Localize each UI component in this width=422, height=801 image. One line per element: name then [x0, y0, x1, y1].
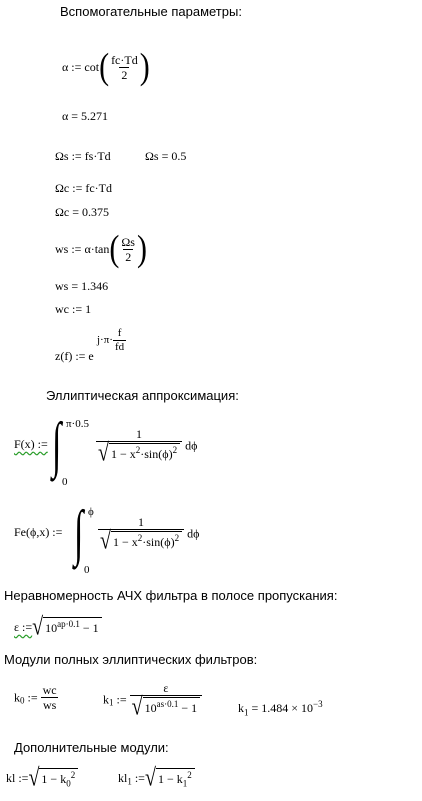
kl-sup: 2: [70, 770, 76, 780]
kl1-sup: 2: [187, 770, 192, 780]
kl1-lhs: kl: [118, 771, 128, 786]
k0-lhs: k: [14, 690, 20, 705]
eq-eps-def[interactable]: [14, 613, 102, 641]
k1-val-sub: 1: [244, 707, 249, 718]
eq-kl-def[interactable]: [6, 764, 78, 792]
sqrt-sign: √ $1 - k_0^2$: [28, 768, 78, 788]
ws-def-fraction: [119, 236, 137, 263]
k1-num: ε: [163, 681, 169, 695]
k1-val: = 1.484 × 10: [251, 701, 314, 715]
kl1-body: 1 − k: [157, 772, 183, 786]
k0-assign: :=: [27, 690, 38, 705]
heading-aux-params: Вспомогательные параметры:: [60, 4, 242, 19]
eq-kl1-def[interactable]: [118, 764, 195, 792]
Fe-den-a: 1 − x: [112, 535, 138, 549]
ws-def-num: Ωs: [121, 234, 135, 249]
kl1-assign: :=: [134, 771, 145, 786]
eq-ws-def[interactable]: [55, 227, 147, 269]
k1-exp: as·0.1: [156, 699, 179, 709]
F-den-b: ·sin(ϕ): [140, 447, 173, 461]
eq-k1-def[interactable]: [103, 681, 202, 721]
eq-alpha-def[interactable]: [62, 45, 150, 87]
heading-ripple: Неравномерность АЧХ фильтра в полосе пропускания:: [4, 588, 338, 603]
F-den-a: 1 − x: [110, 447, 136, 461]
sqrt-sign: √ $1 - x^2\cdot\sin(\phi)^2$: [98, 443, 180, 463]
Fe-den-sup1: 2: [137, 533, 143, 543]
kl-body: 1 − k: [41, 772, 67, 786]
heading-extra-moduli: Дополнительные модули:: [14, 740, 169, 755]
kl1-sub: 1: [127, 776, 132, 787]
z-exp-num: f: [117, 327, 122, 339]
eq-Fe-lhs[interactable]: Fe(ϕ,x) :=: [14, 525, 63, 539]
Fe-lower-limit: 0: [84, 564, 90, 576]
F-fraction: [96, 427, 182, 467]
heading-elliptic: Эллиптическая аппроксимация:: [46, 388, 239, 403]
k1-sub: 1: [109, 697, 114, 708]
alpha-def-fraction: [109, 54, 140, 81]
alpha-def-den: 2: [121, 67, 128, 82]
eq-alpha-value[interactable]: α = 5.271: [62, 109, 109, 123]
k1-base: 10: [144, 701, 157, 715]
z-exp-den: fd: [114, 341, 125, 353]
kl-lhs: kl :=: [6, 771, 29, 786]
sqrt-sign: √ $1 - k_1^2$: [145, 768, 195, 788]
kl1-bsub: 1: [182, 778, 188, 789]
k1-den: [130, 693, 203, 721]
heading-moduli: Модули полных эллиптических фильтров:: [4, 652, 258, 667]
F-den: [96, 439, 182, 467]
F-lower-limit: 0: [62, 476, 68, 488]
eps-exp: ap·0.1: [57, 619, 80, 629]
Fe-integrand: [98, 515, 200, 555]
sqrt-sign: √ $1 - x^2\cdot\sin(\phi)^2$: [100, 531, 182, 551]
k1-fraction: [130, 681, 203, 721]
k0-fraction: [41, 684, 59, 711]
kl-sub: 0: [66, 778, 71, 789]
F-den-sup1: 2: [135, 445, 141, 455]
F-dvar: dϕ: [185, 438, 198, 453]
sqrt-sign: √ $10^{ap\cdot 0.1} - 1$: [32, 617, 102, 637]
eq-ws-value[interactable]: ws = 1.346: [55, 279, 109, 293]
k1-val-lhs: k: [238, 701, 244, 715]
k0-sub: 0: [20, 695, 25, 706]
alpha-def-num: fc·Td: [111, 52, 138, 67]
eq-omega-c-value[interactable]: Ωc = 0.375: [55, 205, 110, 219]
eq-k1-value[interactable]: [238, 700, 323, 717]
ws-def-den: 2: [125, 249, 132, 264]
eps-base: 10: [45, 621, 58, 635]
eq-omega-c-def[interactable]: Ωc := fc·Td: [55, 181, 112, 195]
eps-lhs: ε :=: [14, 620, 33, 634]
z-exp-fraction: [113, 328, 126, 353]
eq-wc-def[interactable]: wc := 1: [55, 302, 92, 316]
z-exponent: [97, 328, 126, 353]
eq-z-def[interactable]: [55, 350, 94, 362]
k1-tail: − 1: [181, 701, 198, 715]
F-lhs-text: F(x) :=: [14, 437, 48, 451]
F-num: 1: [136, 427, 143, 441]
integral-sign: ∫: [52, 411, 62, 479]
k1-val-exp: −3: [313, 699, 323, 709]
Fe-den-b: ·sin(ϕ): [142, 535, 175, 549]
alpha-def-lhs: α := cot: [62, 60, 100, 74]
integral-sign: ∫: [74, 499, 84, 567]
Fe-den: [98, 527, 184, 555]
right-paren: ): [139, 45, 150, 87]
eq-omega-s-def[interactable]: Ωs := fs·Td: [55, 149, 111, 163]
eq-k0-def[interactable]: [14, 684, 59, 711]
k0-num: wc: [42, 683, 57, 697]
eps-tail: − 1: [82, 621, 99, 635]
Fe-dvar: dϕ: [187, 526, 200, 541]
Fe-upper-limit: ϕ: [88, 506, 94, 518]
ws-def-lhs: ws := α·tan: [55, 242, 110, 256]
eq-F-lhs[interactable]: [14, 438, 48, 450]
k0-den: ws: [42, 698, 57, 712]
z-exp-prefix: j·π·: [97, 334, 113, 346]
Fe-den-sup2: 2: [174, 533, 180, 543]
F-upper-limit: π·0.5: [66, 418, 89, 430]
eq-omega-s-value[interactable]: Ωs = 0.5: [145, 149, 187, 163]
right-paren: ): [136, 227, 147, 269]
sqrt-sign: √ $10^{as\cdot 0.1} - 1$: [132, 697, 201, 717]
k1-assign: :=: [116, 692, 127, 707]
F-den-sup2: 2: [172, 445, 178, 455]
Fe-fraction: [98, 515, 184, 555]
z-lhs: z(f) := e: [55, 349, 94, 363]
left-paren: (: [109, 227, 120, 269]
Fe-num: 1: [138, 515, 145, 529]
left-paren: (: [99, 45, 110, 87]
F-integrand: [96, 427, 198, 467]
k1-lhs: k: [103, 692, 109, 707]
